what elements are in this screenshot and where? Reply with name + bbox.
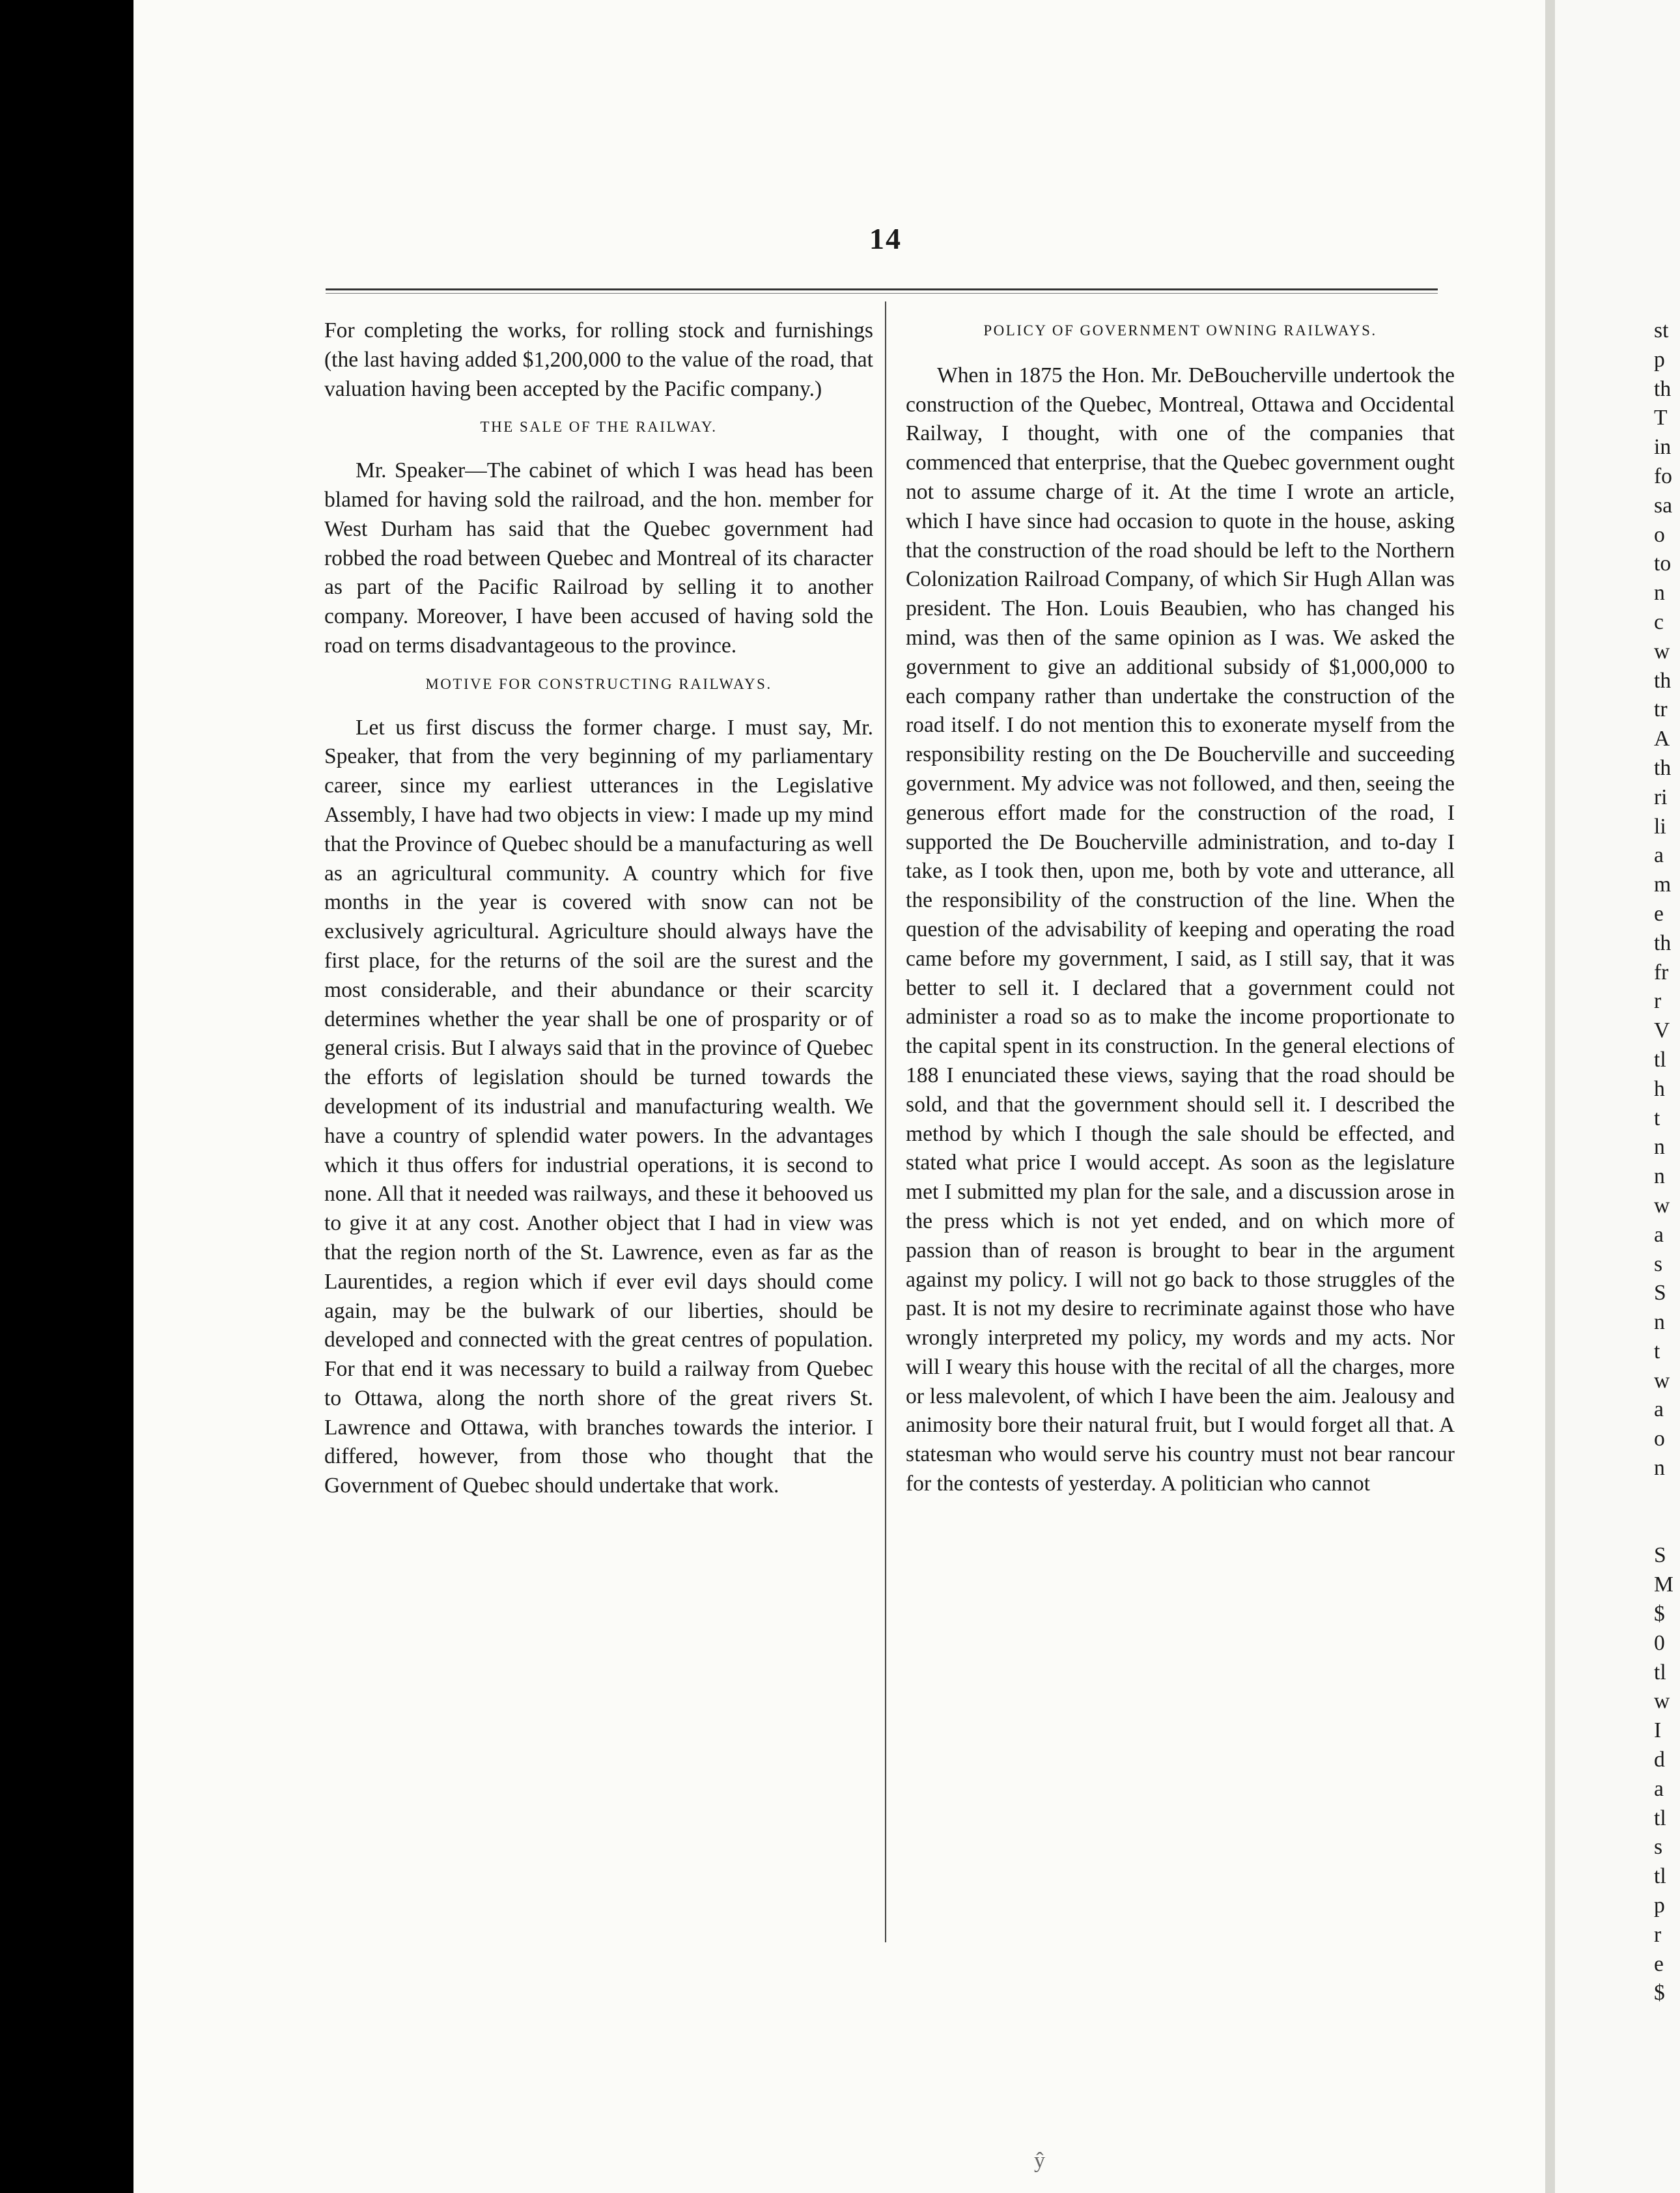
header-rule-thin [326, 293, 1438, 294]
adjacent-page-fragment: r [1654, 1922, 1662, 1947]
right-column [906, 316, 1455, 1499]
adjacent-page-fragment: in [1654, 435, 1672, 460]
adjacent-page-fragment: w [1654, 1689, 1670, 1714]
adjacent-page-fragment: n [1654, 1456, 1665, 1481]
adjacent-page-fragment: n [1654, 1135, 1665, 1160]
adjacent-page-fragment: A [1654, 727, 1670, 751]
adjacent-page-fragment: th [1654, 668, 1672, 693]
adjacent-page-fragment: n [1654, 1310, 1665, 1335]
adjacent-page-fragment: a [1654, 1397, 1664, 1422]
adjacent-page-fragment: r [1654, 989, 1662, 1014]
adjacent-page-fragment: tl [1654, 1047, 1666, 1072]
adjacent-page-fragment: w [1654, 1368, 1670, 1393]
adjacent-page-fragment: t [1654, 1339, 1660, 1363]
adjacent-page-fragment: $ [1654, 1602, 1665, 1627]
adjacent-page-fragment: 0 [1654, 1630, 1665, 1655]
adjacent-page-fragment: sa [1654, 493, 1672, 518]
adjacent-page-fragment: fo [1654, 464, 1672, 488]
adjacent-page-fragment: T [1654, 406, 1668, 430]
adjacent-page-fragment: tr [1654, 697, 1668, 722]
adjacent-page-fragment: w [1654, 1193, 1670, 1218]
adjacent-page-fragment: a [1654, 843, 1664, 868]
continuation-paragraph: For completing the works, for rolling stock and furnishings (the last having added $1,200,000 to the value of the road, that valuation having been accepted by the Pacific company.) [324, 318, 873, 401]
adjacent-page-fragment: th [1654, 930, 1672, 955]
adjacent-page-fragment: th [1654, 376, 1672, 401]
adjacent-page-fragment: V [1654, 1018, 1670, 1043]
adjacent-page-fragment: p [1654, 347, 1665, 372]
section-heading-motive: MOTIVE FOR CONSTRUCTING RAILWAYS. [425, 675, 772, 692]
column-divider [885, 301, 886, 1942]
left-column [324, 316, 873, 1501]
adjacent-page-fragment: e [1654, 901, 1664, 926]
adjacent-page-fragment: a [1654, 1222, 1664, 1247]
adjacent-page-fragment: t [1654, 1106, 1660, 1130]
adjacent-page-fragment: to [1654, 552, 1672, 576]
adjacent-page-fragment: S [1654, 1543, 1666, 1568]
adjacent-page-fragment: tl [1654, 1806, 1666, 1830]
header-rule [326, 288, 1438, 290]
adjacent-page-fragment: n [1654, 1164, 1665, 1189]
adjacent-page-fragment: I [1654, 1718, 1662, 1743]
adjacent-page-fragment: st [1654, 318, 1669, 342]
adjacent-page-fragment [1654, 1513, 1680, 1542]
section-heading-policy: POLICY OF GOVERNMENT OWNING RAILWAYS. [983, 322, 1377, 339]
adjacent-page-fragment: w [1654, 639, 1670, 663]
paragraph-policy: When in 1875 the Hon. Mr. DeBoucherville undertook the construction of the Quebec, Montreal, Ottawa and Occidental Railway, I thought, with one of the companies that commenced that enterprise, that the Quebec government ought not to assume charge of it. At the time I wrote an article, which I have since had occasion to quote in the house, asking that the construction of the road should be left to the Northern Colonization Railroad Company, of which Sir Hugh Allan was president. The Hon. Louis Beaubien, who has changed his mind, was then of the same opinion as I was. We asked the government to give an additional subsidy of $1,000,000 to each company rather than undertake the construction of the road itself. I do not mention this to exonerate myself from the responsibility resting on the De Boucherville and succeeding government. My advice was not followed, and then, seeing the generous effort made for the construction of the road, I supported the De Boucherville administration, and to-day I take, as I took then, upon me, both by vote and utterance, all the responsibility of the construction of the line. When the question of the advisability of keeping and operating the road came before my government, I said, as I still say, that it was better to sell it. I declared that a government could not administer a road so as to make the income proportionate to the capital spent in its construction. In the general elections of 188 I enunciated these views, saying that the road should be sold, and that the government should sell it. I described the method by which I though the sale should be effected, and stated what price I would accept. As soon as the legislature met I submitted my plan for the sale, and a discussion arose in the press which is not yet ended, and on which more of passion than of reason is brought to bear in the argument against my policy. I will not go back to those struggles of the past. It is not my desire to recriminate against those who have wrongly interpreted my policy, my words and my acts. Nor will I weary this house with the recital of all the charges, more or less malevolent, of which I have been the aim. Jealousy and animosity bore their natural fruit, but I would forget all that. A statesman who would serve his country must not bear rancour for the contests of yesterday. A politician who cannot [906, 363, 1455, 1496]
adjacent-page-fragment: h [1654, 1076, 1665, 1101]
adjacent-page-fragment: s [1654, 1835, 1663, 1860]
adjacent-page-fragment: ri [1654, 785, 1668, 809]
adjacent-page-fragment: S [1654, 1281, 1666, 1306]
adjacent-page-fragment: e [1654, 1951, 1664, 1976]
adjacent-page-fragment: M [1654, 1572, 1673, 1597]
adjacent-page-fragment: li [1654, 814, 1666, 839]
adjacent-page-fragment: o [1654, 522, 1665, 547]
adjacent-page-fragment: m [1654, 873, 1672, 897]
paragraph-sale: Mr. Speaker—The cabinet of which I was head has been blamed for having sold the railroad, and the hon. member for West Durham has said that the Quebec government had robbed the road between Quebec and Montreal of its character as part of the Pacific Railroad by selling it to another company. Moreover, I have been accused of having sold the road on terms disadvantageous to the province. [324, 458, 873, 658]
adjacent-page-fragment [1654, 1483, 1680, 1513]
page-number: 14 [869, 222, 902, 255]
adjacent-page-fragment: p [1654, 1893, 1665, 1918]
adjacent-page-fragment: d [1654, 1748, 1665, 1772]
adjacent-page-fragment: c [1654, 609, 1664, 634]
adjacent-page-text [1654, 316, 1680, 2008]
adjacent-page-fragment: o [1654, 1427, 1665, 1451]
adjacent-page-fragment: fr [1654, 960, 1669, 985]
adjacent-page-fragment: n [1654, 581, 1665, 606]
paragraph-motive: Let us first discuss the former charge. I must say, Mr. Speaker, that from the very beginning of my parliamentary career, since my earliest utterances in the Legislative Assembly, I have had two objects in view: I made up my mind that the Province of Quebec should be a manufacturing as well as an agricultural community. A country which for five months in the year is covered with snow can not be exclusively agricultural. Agriculture should always have the first place, for the returns of the soil are the surest and the most considerable, and their abundance or their scarcity determines whether the year shall be one of prosparity or of general crisis. But I always said that in the province of Quebec the efforts of legislation should be turned towards the development of its industrial and manufacturing wealth. We have a country of splendid water powers. In the advantages which it thus offers for industrial operations, it is second to none. All that it needed was railways, and these it behooved us to give it at any cost. Another object that I had in view was that the region north of the St. Lawrence, even as far as the Laurentides, a region which if ever evil days should come again, may be the bulwark of our liberties, should be developed and connected with the great centres of population. For that end it was necessary to build a railway from Quebec to Ottawa, along the north shore of the great rivers St. Lawrence and Ottawa, with branches towards the interior. I differed, however, from those who thought that the Government of Quebec should undertake that work. [324, 715, 873, 1498]
adjacent-page-fragment: s [1654, 1251, 1663, 1276]
adjacent-page-fragment: a [1654, 1776, 1664, 1801]
adjacent-page-fragment: tl [1654, 1660, 1666, 1684]
stray-mark: ŷ [1034, 2149, 1045, 2173]
adjacent-page-fragment: $ [1654, 1981, 1665, 2005]
adjacent-page-fragment: tl [1654, 1864, 1666, 1889]
page-gutter [1545, 0, 1555, 2193]
section-heading-sale: THE SALE OF THE RAILWAY. [480, 419, 718, 436]
adjacent-page-fragment: th [1654, 755, 1672, 780]
